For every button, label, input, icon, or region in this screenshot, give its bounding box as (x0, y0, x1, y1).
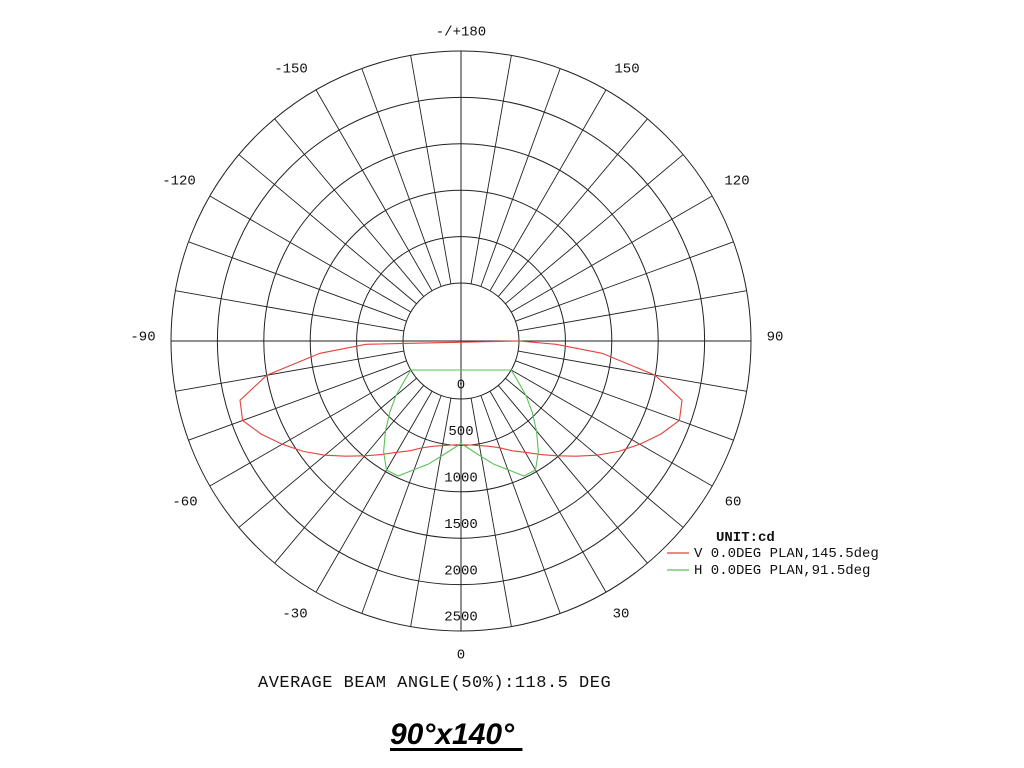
legend-entry: V 0.0DEG PLAN,145.5deg (694, 546, 879, 562)
legend (667, 530, 879, 579)
angle-label: 30 (612, 606, 630, 623)
angle-label: 90 (766, 329, 784, 346)
grid-spoke (362, 396, 441, 614)
angle-label: 0 (456, 647, 466, 664)
angle-label: 60 (724, 494, 742, 511)
beam-angle-text: AVERAGE BEAM ANGLE(50%):118.5 DEG (258, 674, 612, 693)
grid-spoke (498, 119, 647, 297)
grid-spoke (481, 396, 560, 614)
grid-spoke (481, 68, 560, 286)
grid-spoke (505, 155, 683, 304)
grid-spoke (518, 291, 746, 331)
grid-spoke (275, 119, 424, 297)
grid-spoke (188, 361, 406, 440)
grid-spoke (362, 68, 441, 286)
radial-tick-label: 2000 (444, 563, 478, 580)
unit-label: UNIT:cd (716, 530, 775, 546)
angle-label: 120 (724, 173, 750, 190)
spec-title: 90°x140° (390, 718, 523, 751)
angle-label: -/+180 (435, 24, 487, 41)
grid-spoke (411, 398, 451, 626)
radial-tick-label: 0 (456, 377, 466, 394)
polar-grid (171, 51, 751, 631)
radial-tick-label: 1000 (444, 470, 478, 487)
grid-spoke (471, 55, 511, 283)
angle-label: -90 (130, 329, 156, 346)
legend-entry: H 0.0DEG PLAN,91.5deg (694, 563, 871, 579)
grid-spoke (516, 361, 734, 440)
radial-tick-label: 500 (448, 424, 474, 441)
grid-spoke (239, 155, 417, 304)
angle-label: -120 (162, 173, 196, 190)
grid-spoke (471, 398, 511, 626)
grid-spoke (411, 55, 451, 283)
radial-tick-label: 2500 (444, 609, 478, 626)
grid-spoke (516, 242, 734, 321)
angle-label: -30 (282, 606, 308, 623)
grid-spoke (175, 351, 403, 391)
radial-tick-label: 1500 (444, 516, 478, 533)
grid-spoke (175, 291, 403, 331)
angle-label: -60 (172, 494, 198, 511)
grid-spoke (188, 242, 406, 321)
angle-label: -150 (274, 61, 308, 78)
angle-label: 150 (614, 61, 640, 78)
grid-spoke (518, 351, 746, 391)
